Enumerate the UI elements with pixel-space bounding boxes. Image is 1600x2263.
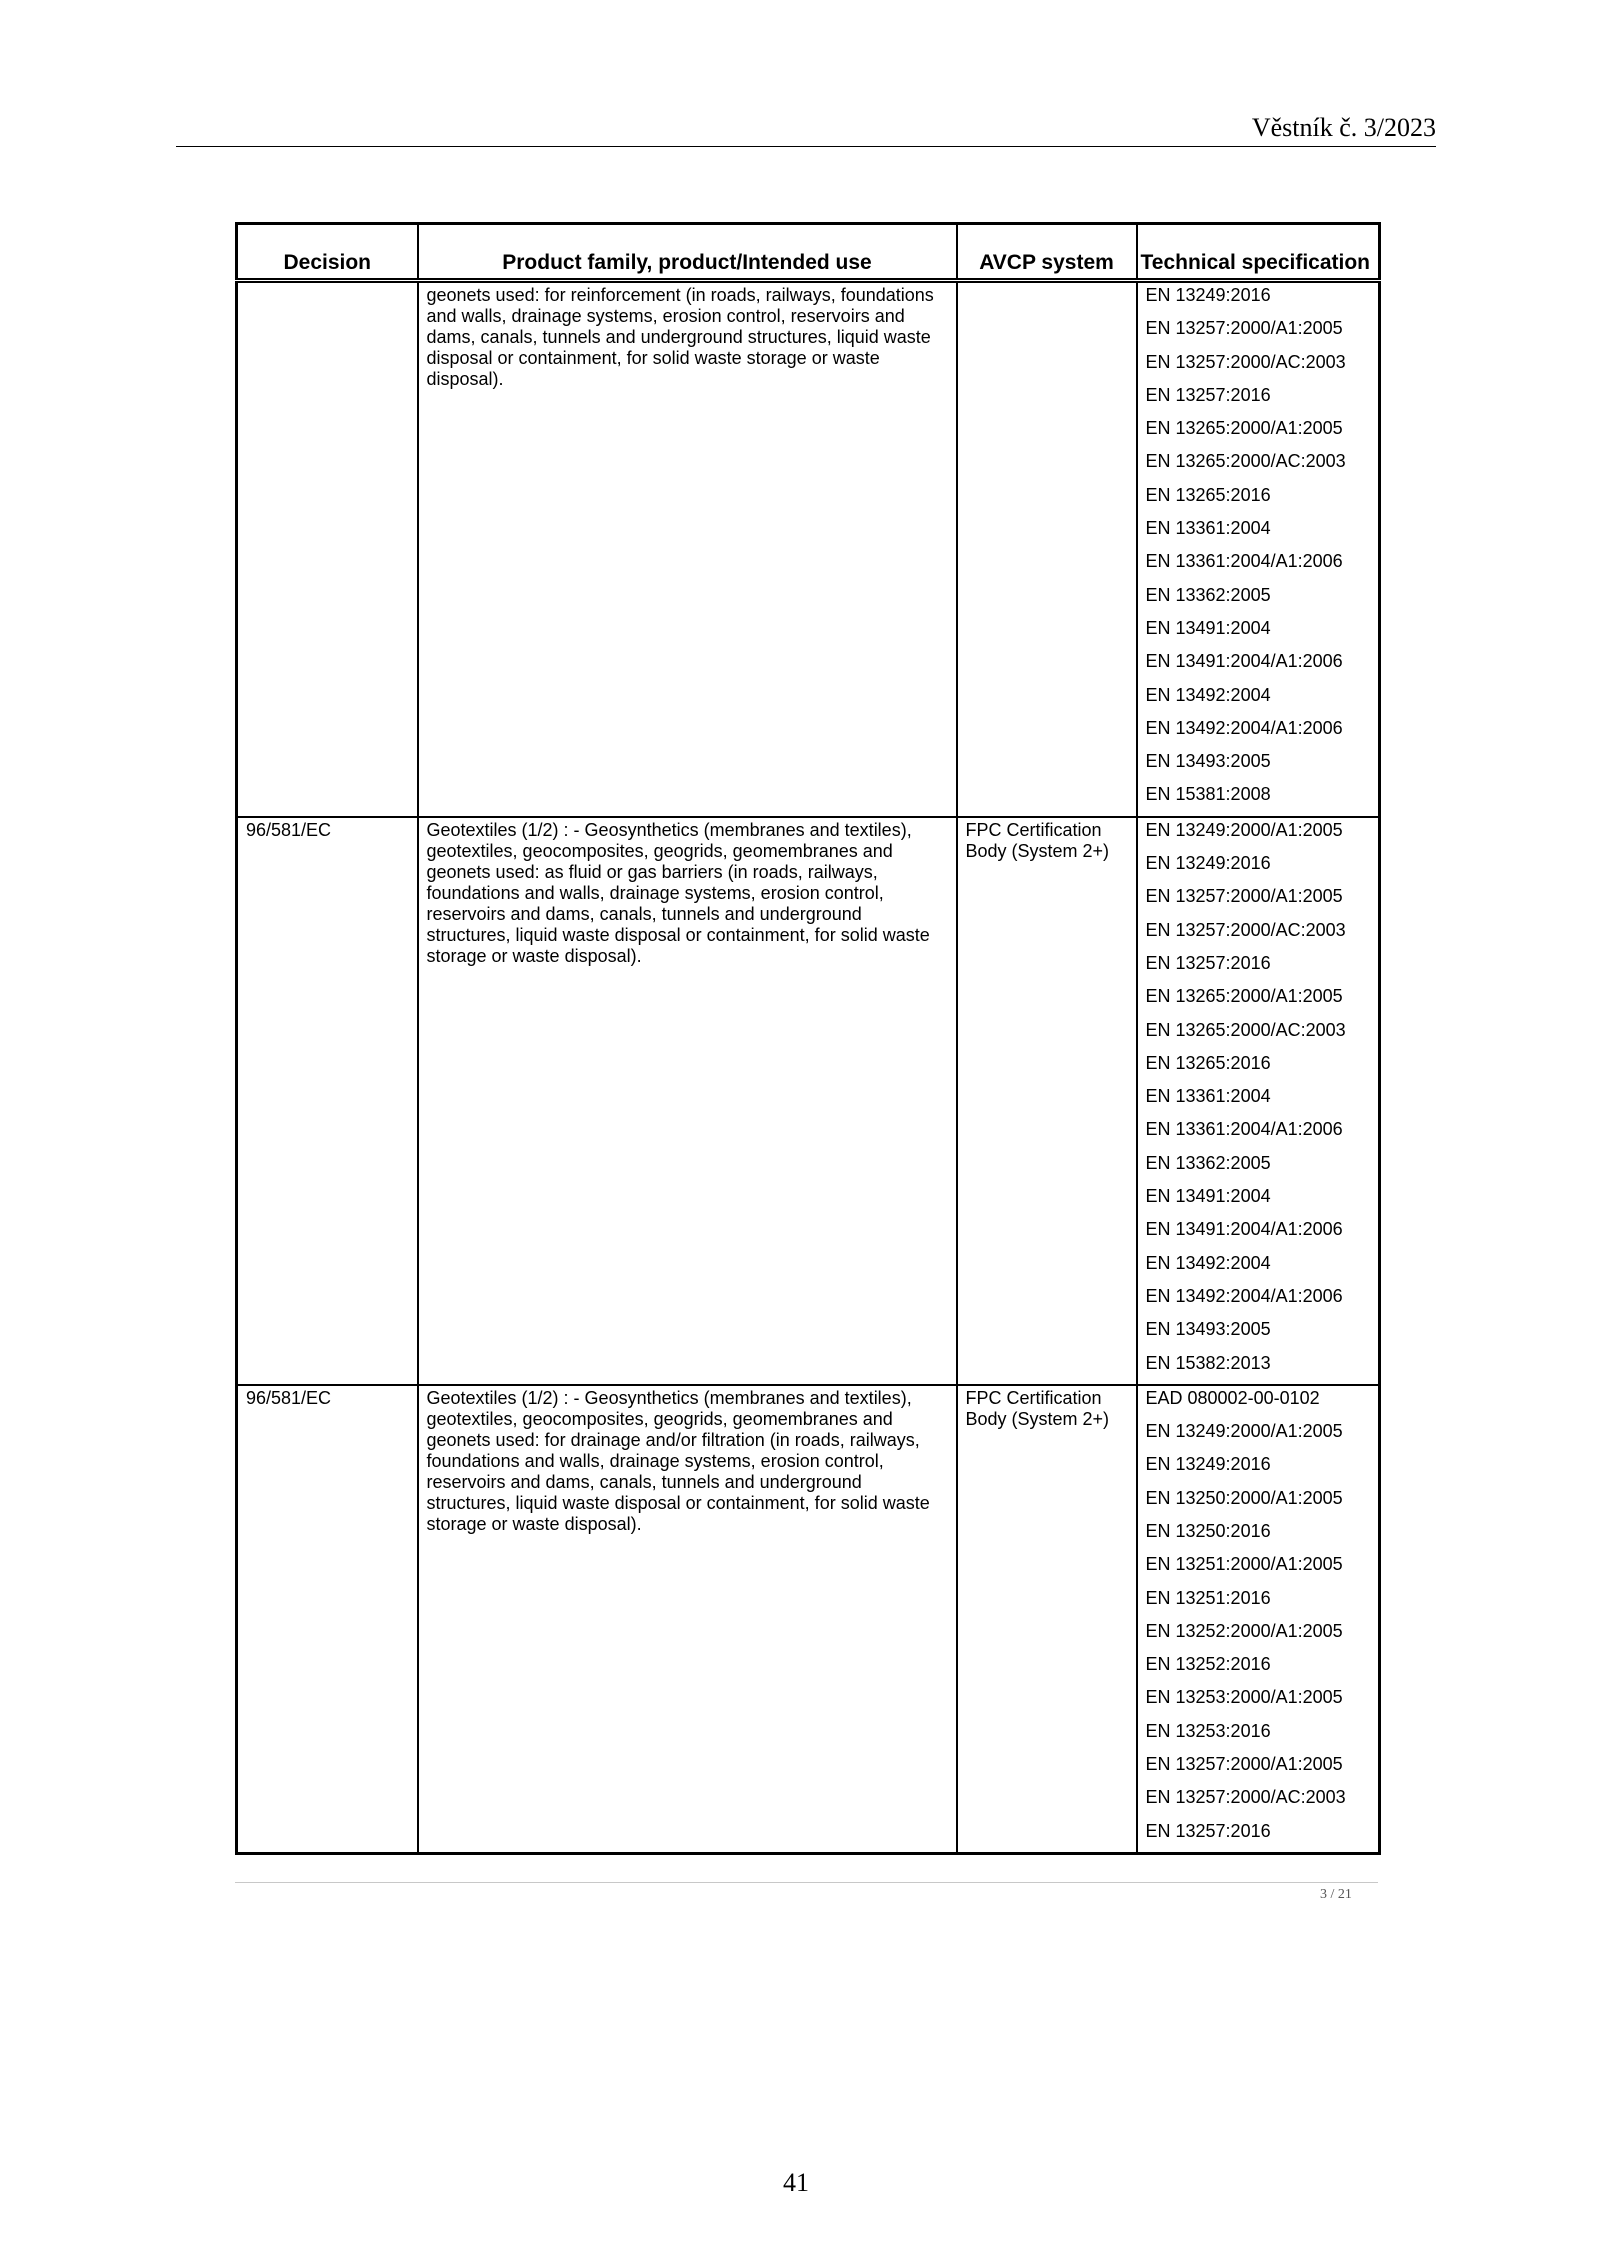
specification-item: EN 13491:2004 (1145, 617, 1271, 638)
specification-list (1138, 818, 1379, 1384)
header-divider (176, 146, 1436, 147)
avcp-cell-text (958, 283, 1136, 285)
product-cell (418, 817, 957, 1385)
decision-cell (237, 1385, 418, 1854)
specification-item: EN 13257:2000/A1:2005 (1145, 1754, 1343, 1775)
specification-item: EAD 080002-00-0102 (1145, 1387, 1320, 1408)
specification-item: EN 13252:2000/A1:2005 (1145, 1620, 1343, 1641)
specification-item: EN 13252:2016 (1145, 1654, 1271, 1675)
specification-item: EN 13265:2000/A1:2005 (1145, 986, 1343, 1007)
specification-item: EN 13257:2016 (1145, 952, 1271, 973)
specification-item: EN 13257:2000/A1:2005 (1145, 318, 1343, 339)
table-row (237, 281, 1380, 817)
specification-item: EN 13491:2004/A1:2006 (1145, 1219, 1343, 1240)
decision-cell-text: 96/581/EC (246, 819, 332, 840)
avcp-cell (957, 817, 1137, 1385)
specification-item: EN 13249:2000/A1:2005 (1145, 819, 1343, 840)
specification-item: EN 13265:2016 (1145, 484, 1271, 505)
decision-cell-text: 96/581/EC (246, 1387, 332, 1408)
product-cell-text: Geotextiles (1/2) : - Geosynthetics (membranes and textiles), geotextiles, geocomposites, geogrids, geomembranes and geonets used: as fluid or gas barriers (in roads, railways, foundations and walls, drainage systems, erosion control, reservoirs and dams, canals, tunnels and underground structures, liquid waste disposal or containment, for solid waste storage or waste disposal). (426, 819, 930, 966)
product-cell-text: geonets used: for reinforcement (in roads, railways, foundations and walls, drainage systems, erosion control, reservoirs and dams, canals, tunnels and underground structures, liquid waste disposal or containment, for solid waste storage or waste disposal). (426, 285, 934, 389)
avcp-cell-text: FPC Certification Body (System 2+) (965, 819, 1110, 861)
specification-item: EN 13251:2000/A1:2005 (1145, 1554, 1343, 1575)
column-header-product: Product family, product/Intended use (418, 224, 957, 281)
specification-item: EN 13249:2000/A1:2005 (1145, 1421, 1343, 1442)
specification-item: EN 13250:2000/A1:2005 (1145, 1487, 1343, 1508)
specification-item: EN 13493:2005 (1145, 1319, 1271, 1340)
specification-list (1138, 283, 1379, 816)
specification-list (1138, 1386, 1379, 1852)
specification-item: EN 13257:2000/AC:2003 (1145, 1787, 1346, 1808)
product-cell (418, 1385, 957, 1854)
decision-cell (237, 281, 418, 817)
specification-item: EN 13253:2016 (1145, 1720, 1271, 1741)
document-header-title: Věstník č. 3/2023 (1251, 113, 1436, 142)
specification-item: EN 13361:2004 (1145, 518, 1271, 539)
specification-item: EN 13257:2016 (1145, 1820, 1271, 1841)
footer-divider (235, 1882, 1378, 1883)
specification-item: EN 13361:2004/A1:2006 (1145, 551, 1343, 572)
technical-specification-table (235, 222, 1381, 1855)
specification-item: EN 13257:2000/AC:2003 (1145, 919, 1346, 940)
product-cell-text: Geotextiles (1/2) : - Geosynthetics (membranes and textiles), geotextiles, geocomposites, geogrids, geomembranes and geonets used: for drainage and/or filtration (in roads, railways, foundations and walls, drainage systems, erosion control, reservoirs and dams, canals, tunnels and underground structures, liquid waste disposal or containment, for solid waste storage or waste disposal). (426, 1387, 930, 1534)
technical-specification-cell (1137, 1385, 1380, 1854)
specification-item: EN 13362:2005 (1145, 1152, 1271, 1173)
specification-item: EN 13362:2005 (1145, 584, 1271, 605)
avcp-cell (957, 1385, 1137, 1854)
specification-item: EN 13493:2005 (1145, 751, 1271, 772)
specification-item: EN 13492:2004/A1:2006 (1145, 717, 1343, 738)
column-header-decision: Decision (237, 224, 418, 281)
specification-item: EN 13249:2016 (1145, 853, 1271, 874)
specification-item: EN 13265:2000/AC:2003 (1145, 1019, 1346, 1040)
avcp-cell-text: FPC Certification Body (System 2+) (965, 1387, 1110, 1429)
specification-item: EN 13361:2004/A1:2006 (1145, 1119, 1343, 1140)
specification-item: EN 13491:2004/A1:2006 (1145, 651, 1343, 672)
footer-page-reference: 3 / 21 (1320, 1887, 1352, 1902)
column-header-avcp: AVCP system (957, 224, 1137, 281)
technical-specification-cell (1137, 281, 1380, 817)
avcp-cell (957, 281, 1137, 817)
specification-item: EN 15381:2008 (1145, 784, 1271, 805)
specification-item: EN 13257:2000/AC:2003 (1145, 351, 1346, 372)
technical-specification-cell (1137, 817, 1380, 1385)
specification-item: EN 13257:2000/A1:2005 (1145, 886, 1343, 907)
specification-item: EN 13265:2000/AC:2003 (1145, 451, 1346, 472)
specification-item: EN 13492:2004 (1145, 1252, 1271, 1273)
specification-item: EN 13250:2016 (1145, 1520, 1271, 1541)
specification-item: EN 13249:2016 (1145, 1454, 1271, 1475)
specification-item: EN 13257:2016 (1145, 384, 1271, 405)
table-row (237, 817, 1380, 1385)
specification-item: EN 13491:2004 (1145, 1186, 1271, 1207)
specification-item: EN 13265:2016 (1145, 1052, 1271, 1073)
specification-item: EN 13251:2016 (1145, 1587, 1271, 1608)
decision-cell-text (238, 283, 417, 285)
product-cell (418, 281, 957, 817)
table-row (237, 1385, 1380, 1854)
page-number: 41 (783, 2168, 809, 2197)
specification-item: EN 13253:2000/A1:2005 (1145, 1687, 1343, 1708)
specification-item: EN 13361:2004 (1145, 1086, 1271, 1107)
specification-item: EN 13492:2004/A1:2006 (1145, 1285, 1343, 1306)
specification-item: EN 15382:2013 (1145, 1352, 1271, 1373)
table-body (237, 281, 1380, 1854)
specification-item: EN 13249:2016 (1145, 285, 1271, 305)
table-header-row (237, 224, 1380, 281)
specification-item: EN 13265:2000/A1:2005 (1145, 418, 1343, 439)
decision-cell (237, 817, 418, 1385)
specification-item: EN 13492:2004 (1145, 684, 1271, 705)
column-header-technical-specification: Technical specification (1137, 224, 1380, 281)
